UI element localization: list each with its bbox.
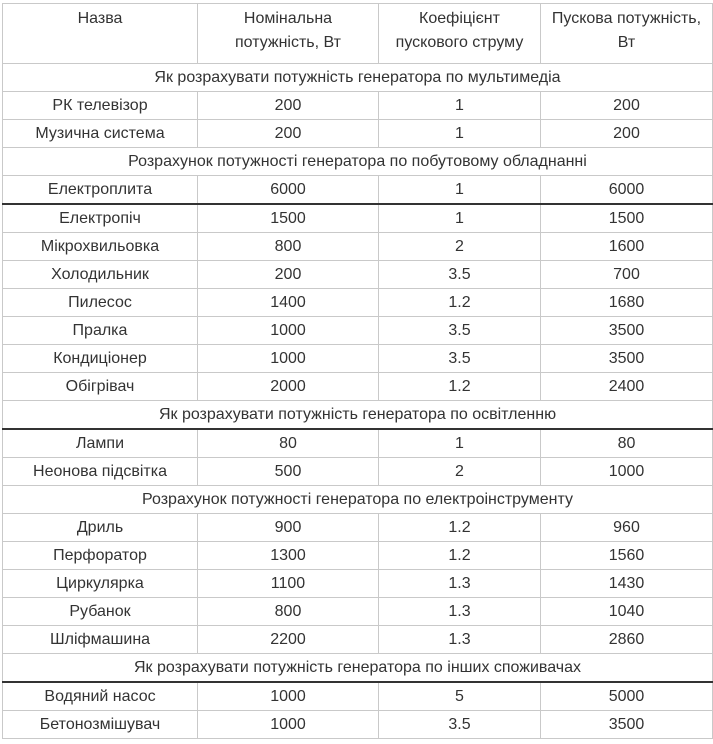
cell-coefficient: 1 bbox=[379, 176, 541, 205]
cell-starting-power: 1600 bbox=[541, 233, 713, 261]
table-row bbox=[3, 373, 713, 401]
table-row bbox=[3, 261, 713, 289]
cell-coefficient: 1 bbox=[379, 92, 541, 120]
cell-nominal-power: 1000 bbox=[198, 711, 379, 739]
cell-nominal-power: 6000 bbox=[198, 176, 379, 205]
table-row bbox=[3, 120, 713, 148]
cell-starting-power: 2400 bbox=[541, 373, 713, 401]
table-row bbox=[3, 514, 713, 542]
generator-power-table bbox=[2, 3, 713, 739]
cell-coefficient: 5 bbox=[379, 682, 541, 711]
cell-starting-power: 1000 bbox=[541, 458, 713, 486]
cell-coefficient: 3.5 bbox=[379, 261, 541, 289]
cell-name: Обігрівач bbox=[3, 373, 198, 401]
cell-starting-power: 2860 bbox=[541, 626, 713, 654]
table-row bbox=[3, 233, 713, 261]
cell-coefficient: 1.3 bbox=[379, 626, 541, 654]
table-row bbox=[3, 289, 713, 317]
cell-coefficient: 3.5 bbox=[379, 345, 541, 373]
cell-coefficient: 1 bbox=[379, 120, 541, 148]
section-title-row bbox=[3, 401, 713, 430]
cell-coefficient: 2 bbox=[379, 233, 541, 261]
cell-coefficient: 1.2 bbox=[379, 289, 541, 317]
header-starting-current-coefficient: Коефіцієнт пускового струму bbox=[379, 4, 541, 64]
section-title-row bbox=[3, 654, 713, 683]
cell-starting-power: 960 bbox=[541, 514, 713, 542]
cell-nominal-power: 1000 bbox=[198, 682, 379, 711]
cell-name: Рубанок bbox=[3, 598, 198, 626]
cell-name: РК телевізор bbox=[3, 92, 198, 120]
cell-starting-power: 1430 bbox=[541, 570, 713, 598]
cell-starting-power: 80 bbox=[541, 429, 713, 458]
cell-nominal-power: 200 bbox=[198, 261, 379, 289]
cell-nominal-power: 200 bbox=[198, 92, 379, 120]
cell-coefficient: 2 bbox=[379, 458, 541, 486]
cell-nominal-power: 500 bbox=[198, 458, 379, 486]
cell-starting-power: 1680 bbox=[541, 289, 713, 317]
cell-coefficient: 3.5 bbox=[379, 317, 541, 345]
cell-name: Електропіч bbox=[3, 204, 198, 233]
table-row bbox=[3, 204, 713, 233]
cell-coefficient: 1.3 bbox=[379, 598, 541, 626]
section-title: Як розрахувати потужність генератора по освітленню bbox=[3, 401, 713, 430]
cell-starting-power: 3500 bbox=[541, 711, 713, 739]
header-nominal-power: Номінальна потужність, Вт bbox=[198, 4, 379, 64]
cell-coefficient: 1.2 bbox=[379, 542, 541, 570]
table-row bbox=[3, 682, 713, 711]
table-row bbox=[3, 176, 713, 205]
cell-name: Водяний насос bbox=[3, 682, 198, 711]
cell-name: Пилесос bbox=[3, 289, 198, 317]
cell-nominal-power: 1000 bbox=[198, 317, 379, 345]
cell-name: Кондиціонер bbox=[3, 345, 198, 373]
cell-name: Пралка bbox=[3, 317, 198, 345]
cell-nominal-power: 2000 bbox=[198, 373, 379, 401]
table-body bbox=[3, 64, 713, 739]
table-row bbox=[3, 458, 713, 486]
section-title: Розрахунок потужності генератора по побутовому обладнанні bbox=[3, 148, 713, 176]
cell-name: Перфоратор bbox=[3, 542, 198, 570]
cell-nominal-power: 80 bbox=[198, 429, 379, 458]
table-row bbox=[3, 345, 713, 373]
cell-name: Музична система bbox=[3, 120, 198, 148]
cell-starting-power: 700 bbox=[541, 261, 713, 289]
cell-nominal-power: 1000 bbox=[198, 345, 379, 373]
cell-name: Шліфмашина bbox=[3, 626, 198, 654]
cell-nominal-power: 1300 bbox=[198, 542, 379, 570]
cell-name: Дриль bbox=[3, 514, 198, 542]
table-row bbox=[3, 626, 713, 654]
cell-coefficient: 1.2 bbox=[379, 373, 541, 401]
cell-name: Бетонозмішувач bbox=[3, 711, 198, 739]
section-title-row bbox=[3, 486, 713, 514]
cell-nominal-power: 1500 bbox=[198, 204, 379, 233]
cell-nominal-power: 800 bbox=[198, 233, 379, 261]
cell-starting-power: 5000 bbox=[541, 682, 713, 711]
table-row bbox=[3, 711, 713, 739]
cell-starting-power: 200 bbox=[541, 120, 713, 148]
cell-name: Холодильник bbox=[3, 261, 198, 289]
section-title-row bbox=[3, 148, 713, 176]
cell-name: Електроплита bbox=[3, 176, 198, 205]
cell-nominal-power: 200 bbox=[198, 120, 379, 148]
table-row bbox=[3, 570, 713, 598]
cell-nominal-power: 1400 bbox=[198, 289, 379, 317]
cell-name: Циркулярка bbox=[3, 570, 198, 598]
cell-starting-power: 1040 bbox=[541, 598, 713, 626]
cell-nominal-power: 900 bbox=[198, 514, 379, 542]
cell-coefficient: 1 bbox=[379, 204, 541, 233]
cell-starting-power: 3500 bbox=[541, 317, 713, 345]
header-name: Назва bbox=[3, 4, 198, 64]
cell-name: Лампи bbox=[3, 429, 198, 458]
cell-nominal-power: 800 bbox=[198, 598, 379, 626]
cell-coefficient: 1 bbox=[379, 429, 541, 458]
section-title: Як розрахувати потужність генератора по інших споживачах bbox=[3, 654, 713, 683]
cell-coefficient: 1.3 bbox=[379, 570, 541, 598]
cell-starting-power: 200 bbox=[541, 92, 713, 120]
cell-coefficient: 3.5 bbox=[379, 711, 541, 739]
table-row bbox=[3, 542, 713, 570]
table-row bbox=[3, 92, 713, 120]
header-row bbox=[3, 4, 713, 64]
cell-nominal-power: 1100 bbox=[198, 570, 379, 598]
table-row bbox=[3, 317, 713, 345]
cell-coefficient: 1.2 bbox=[379, 514, 541, 542]
cell-starting-power: 6000 bbox=[541, 176, 713, 205]
section-title-row bbox=[3, 64, 713, 92]
section-title: Розрахунок потужності генератора по електроінструменту bbox=[3, 486, 713, 514]
cell-starting-power: 1500 bbox=[541, 204, 713, 233]
table-row bbox=[3, 598, 713, 626]
cell-starting-power: 1560 bbox=[541, 542, 713, 570]
header-starting-power: Пускова потужність, Вт bbox=[541, 4, 713, 64]
cell-name: Мікрохвильовка bbox=[3, 233, 198, 261]
table-row bbox=[3, 429, 713, 458]
cell-name: Неонова підсвітка bbox=[3, 458, 198, 486]
cell-starting-power: 3500 bbox=[541, 345, 713, 373]
section-title: Як розрахувати потужність генератора по мультимедіа bbox=[3, 64, 713, 92]
cell-nominal-power: 2200 bbox=[198, 626, 379, 654]
